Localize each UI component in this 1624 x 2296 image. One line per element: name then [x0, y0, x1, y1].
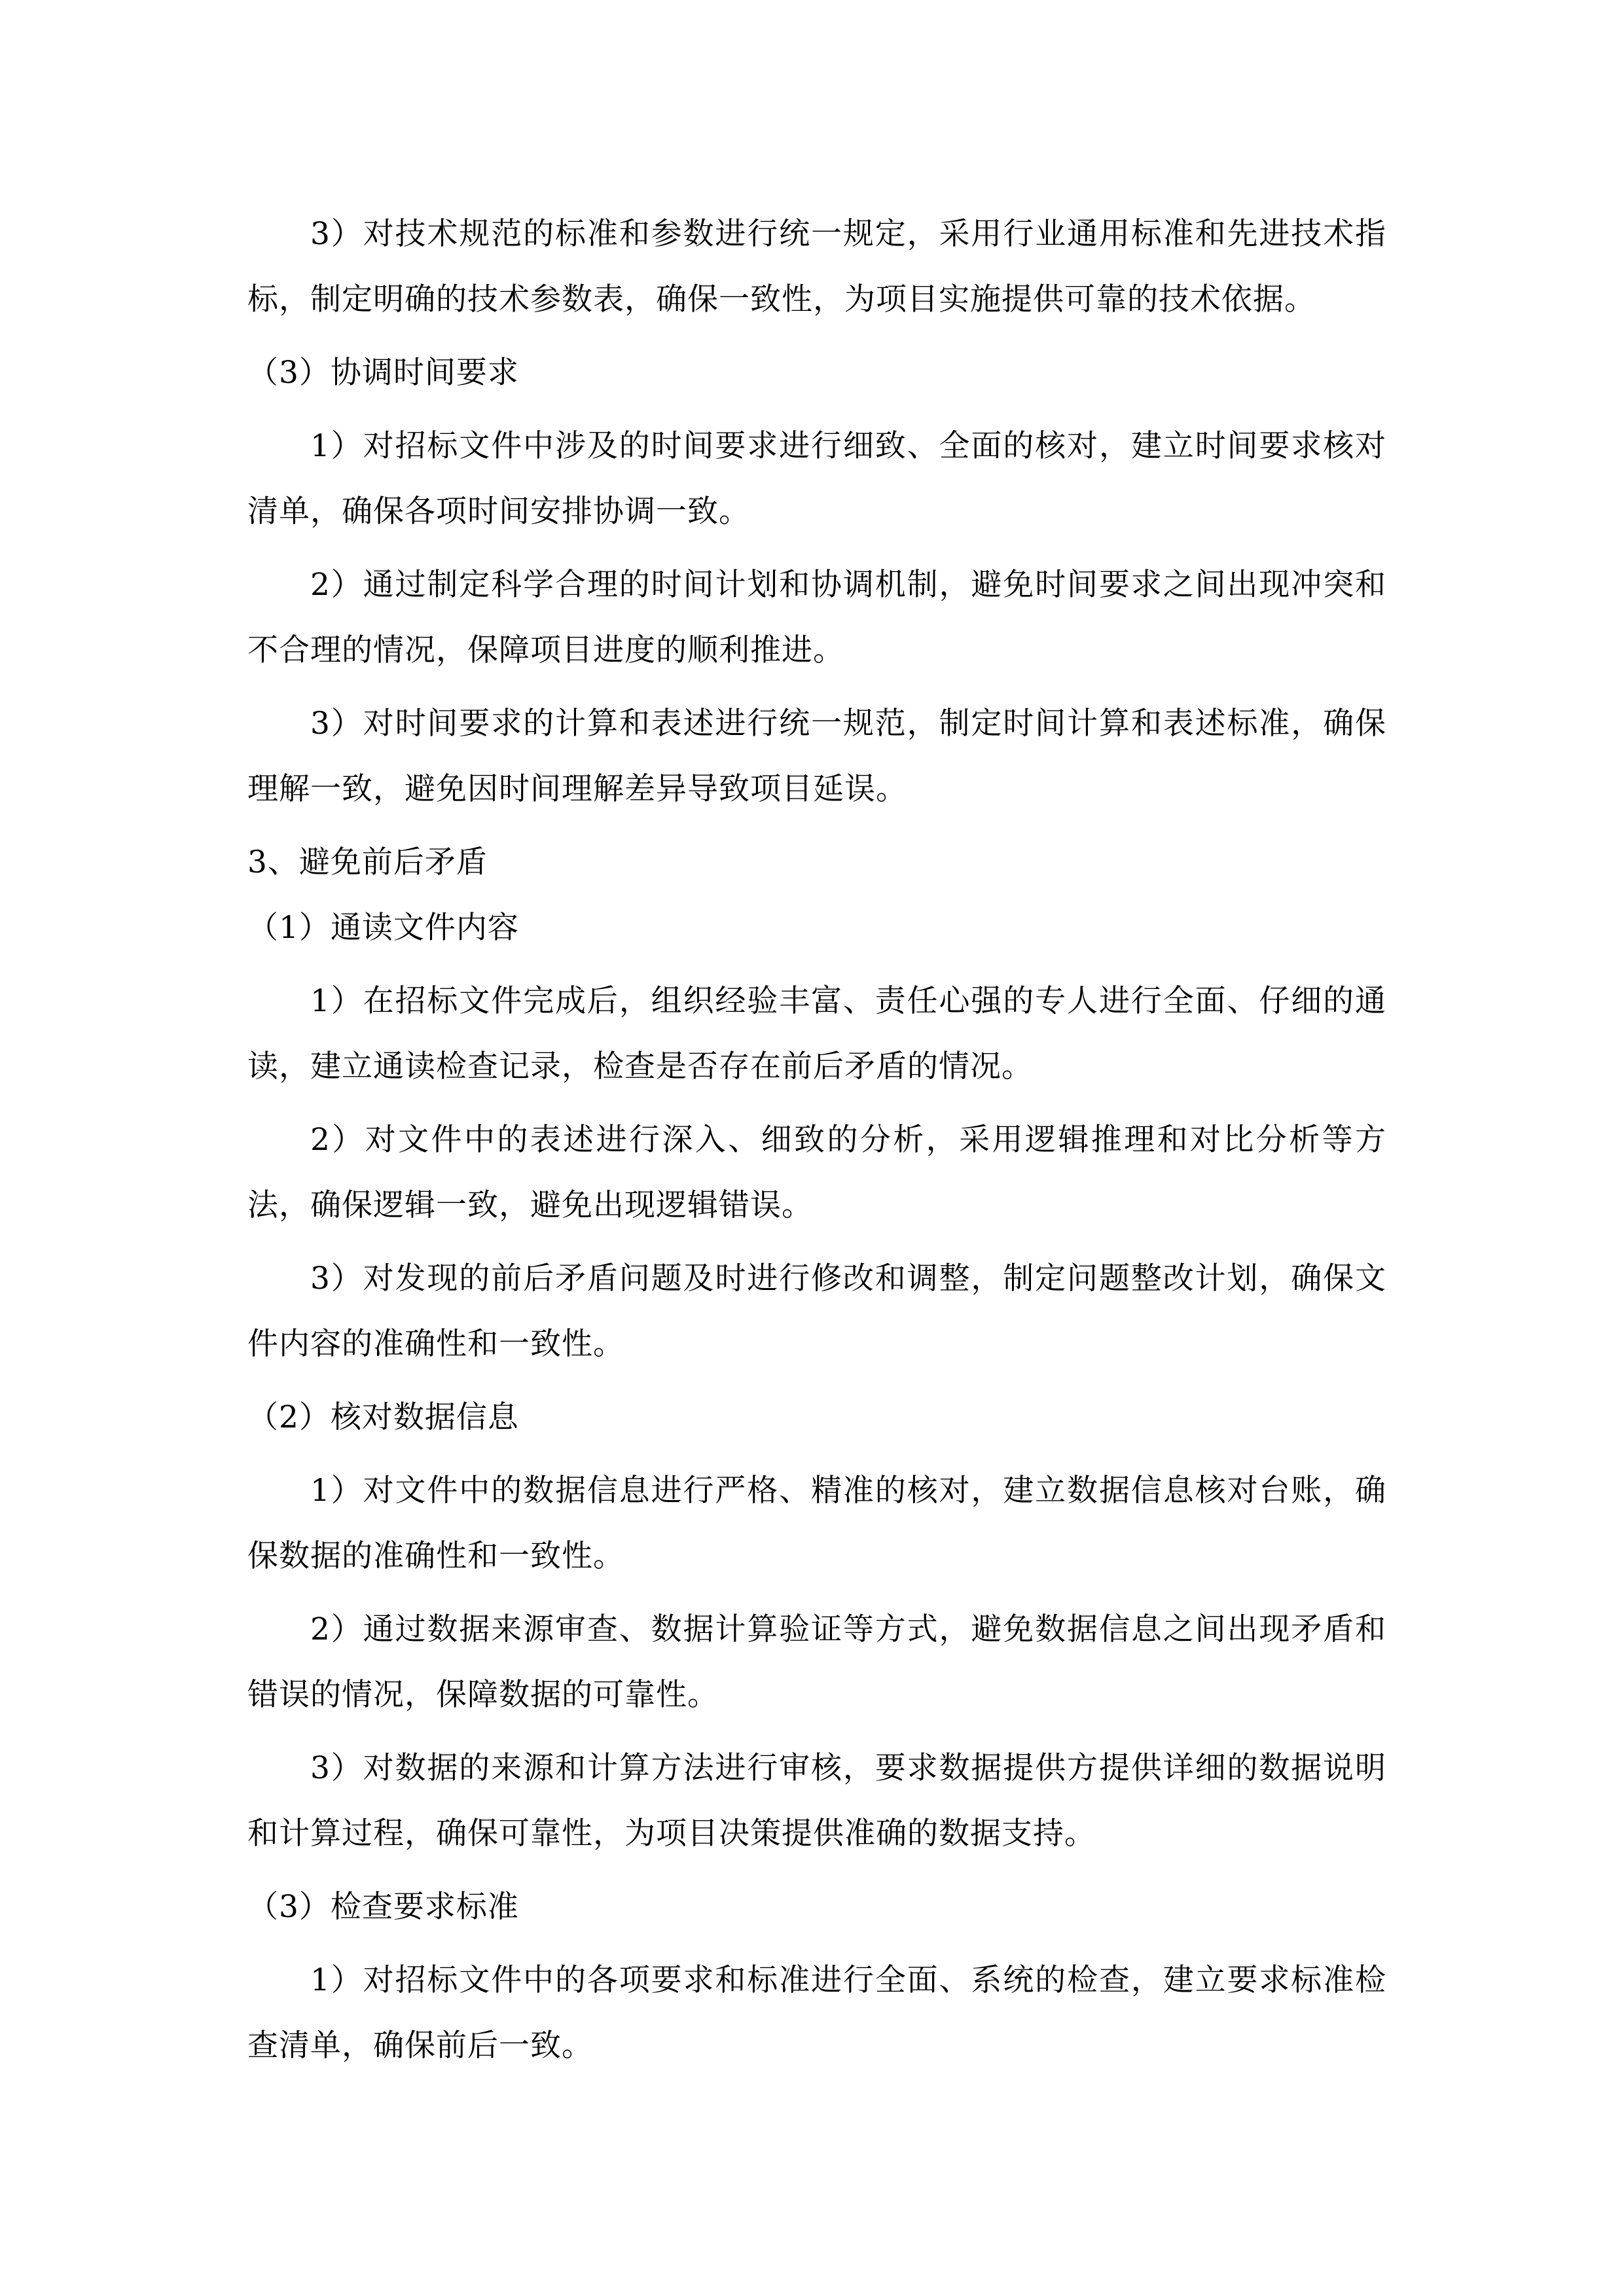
paragraph-read-2: 2）对文件中的表述进行深入、细致的分析，采用逻辑推理和对比分析等方法，确保逻辑一致，避免出现逻辑错误。	[247, 1122, 1386, 1223]
paragraph-tech-spec-3: 3）对技术规范的标准和参数进行统一规定，采用行业通用标准和先进技术指标，制定明确的技术参数表，确保一致性，为项目实施提供可靠的技术依据。	[247, 216, 1386, 317]
heading-coordinate-time: （3）协调时间要求	[247, 355, 519, 391]
paragraph-read-3: 3）对发现的前后矛盾问题及时进行修改和调整，制定问题整改计划，确保文件内容的准确性和一致性。	[247, 1261, 1386, 1362]
heading-check-data: （2）核对数据信息	[247, 1399, 519, 1435]
paragraph-time-3: 3）对时间要求的计算和表述进行统一规范，制定时间计算和表述标准，确保理解一致，避免因时间理解差异导致项目延误。	[247, 706, 1386, 807]
paragraph-data-2: 2）通过数据来源审查、数据计算验证等方式，避免数据信息之间出现矛盾和错误的情况，保障数据的可靠性。	[247, 1611, 1386, 1713]
document-body	[247, 202, 1386, 2079]
section-avoid-contradiction: 3、避免前后矛盾	[247, 844, 488, 880]
heading-read-through: （1）通读文件内容	[247, 910, 519, 946]
paragraph-data-1: 1）对文件中的数据信息进行严格、精准的核对，建立数据信息核对台账，确保数据的准确性和一致性。	[247, 1473, 1386, 1574]
paragraph-time-2: 2）通过制定科学合理的时间计划和协调机制，避免时间要求之间出现冲突和不合理的情况，保障项目进度的顺利推进。	[247, 567, 1386, 668]
heading-check-standards: （3）检查要求标准	[247, 1889, 519, 1925]
paragraph-data-3: 3）对数据的来源和计算方法进行审核，要求数据提供方提供详细的数据说明和计算过程，确保可靠性，为项目决策提供准确的数据支持。	[247, 1750, 1386, 1852]
paragraph-read-1: 1）在招标文件完成后，组织经验丰富、责任心强的专人进行全面、仔细的通读，建立通读检查记录，检查是否存在前后矛盾的情况。	[247, 983, 1386, 1085]
paragraph-time-1: 1）对招标文件中涉及的时间要求进行细致、全面的核对，建立时间要求核对清单，确保各项时间安排协调一致。	[247, 428, 1386, 529]
paragraph-standards-1: 1）对招标文件中的各项要求和标准进行全面、系统的检查，建立要求标准检查清单，确保前后一致。	[247, 1962, 1386, 2064]
